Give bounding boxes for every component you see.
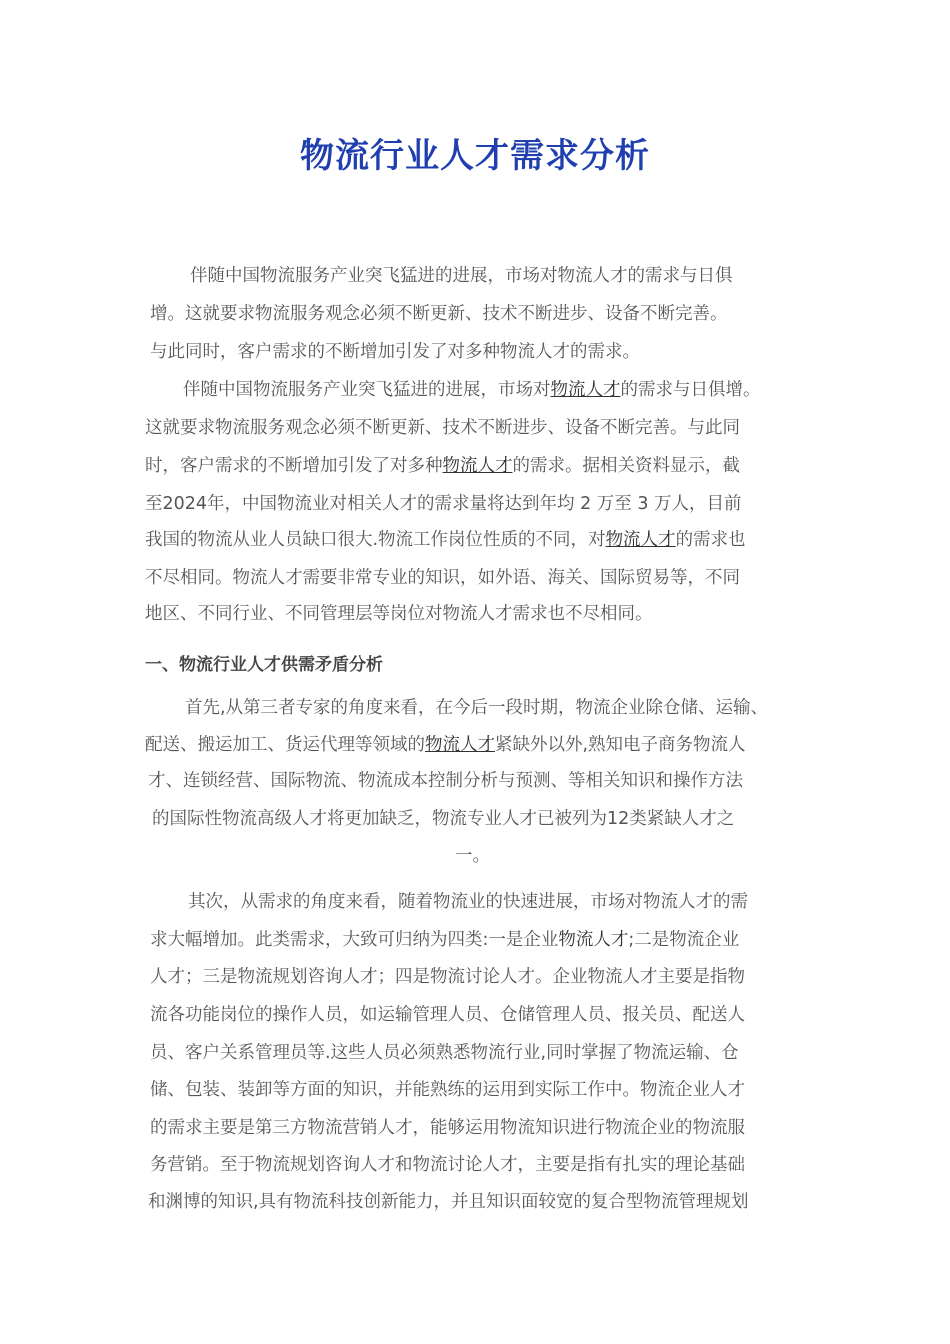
intro-line-1: 伴随中国物流服务产业突飞猛进的进展，市场对物流人才的需求与日俱 <box>190 266 733 286</box>
talent-link[interactable]: 物流人才 <box>442 456 513 476</box>
para1-line-3 <box>145 454 740 478</box>
para1-text: 的需求与日俱增。 <box>620 380 761 400</box>
para2-text: 配送、搬运加工、货运代理等领域的 <box>145 735 425 755</box>
para3-line-7: 的需求主要是第三方物流营销人才，能够运用物流知识进行物流企业的物流服 <box>150 1118 745 1138</box>
talent-link[interactable]: 物流人才 <box>605 530 676 550</box>
para2-line-5: 一。 <box>455 846 490 866</box>
para1-line-4: 至2024年，中国物流业对相关人才的需求量将达到年均 2 万至 3 万人，目前 <box>145 494 742 514</box>
para1-line-6: 不尽相同。物流人才需要非常专业的知识，如外语、海关、国际贸易等，不同 <box>145 568 740 588</box>
intro-line-3: 与此同时，客户需求的不断增加引发了对多种物流人才的需求。 <box>150 342 640 362</box>
para1-text: 伴随中国物流服务产业突飞猛进的进展，市场对 <box>183 380 551 400</box>
para3-line-1: 其次，从需求的角度来看，随着物流业的快速进展，市场对物流人才的需 <box>188 892 748 912</box>
para3-text: ;二是物流企业 <box>628 930 740 950</box>
section-heading: 一、物流行业人才供需矛盾分析 <box>145 655 383 675</box>
para2-line-4: 的国际性物流高级人才将更加缺乏，物流专业人才已被列为12类紧缺人才之 <box>152 809 735 829</box>
para1-line-7: 地区、不同行业、不同管理层等岗位对物流人才需求也不尽相同。 <box>145 604 653 624</box>
para3-line-6: 储、包装、装卸等方面的知识，并能熟练的运用到实际工作中。物流企业人才 <box>150 1080 745 1100</box>
intro-line-2: 增。这就要求物流服务观念必须不断更新、技术不断进步、设备不断完善。 <box>150 304 728 324</box>
para2-line-3: 才、连锁经营、国际物流、物流成本控制分析与预测、等相关知识和操作方法 <box>148 771 743 791</box>
talent-link[interactable]: 物流人才 <box>425 735 495 755</box>
para1-text: 时，客户需求的不断增加引发了对多种 <box>145 456 443 476</box>
para3-line-8: 务营销。至于物流规划咨询人才和物流讨论人才，主要是指有扎实的理论基础 <box>150 1155 745 1175</box>
talent-term: 物流人才 <box>558 930 629 950</box>
para3-line-2 <box>150 928 739 952</box>
talent-link[interactable]: 物流人才 <box>550 380 621 400</box>
para1-text: 我国的物流从业人员缺口很大.物流工作岗位性质的不同，对 <box>145 530 606 550</box>
para3-line-9: 和渊博的知识,具有物流科技创新能力，并且知识面较宽的复合型物流管理规划 <box>148 1192 749 1212</box>
para3-line-3: 人才；三是物流规划咨询人才；四是物流讨论人才。企业物流人才主要是指物 <box>150 967 745 987</box>
para2-line-2 <box>145 733 746 757</box>
para1-line-1 <box>183 378 761 402</box>
para1-text: 的需求也 <box>675 530 746 550</box>
para1-line-5 <box>145 528 746 552</box>
para2-line-1: 首先,从第三者专家的角度来看，在今后一段时期，物流企业除仓储、运输、 <box>185 698 769 718</box>
para1-line-2: 这就要求物流服务观念必须不断更新、技术不断进步、设备不断完善。与此同 <box>145 418 740 438</box>
para3-line-4: 流各功能岗位的操作人员，如运输管理人员、仓储管理人员、报关员、配送人 <box>150 1005 745 1025</box>
para3-line-5: 员、客户关系管理员等.这些人员必须熟悉物流行业,同时掌握了物流运输、仓 <box>150 1043 739 1063</box>
para3-text: 求大幅增加。此类需求，大致可归纳为四类:一是企业 <box>150 930 559 950</box>
para2-text: 紧缺外以外,熟知电子商务物流人 <box>495 735 746 755</box>
para1-text: 的需求。据相关资料显示，截 <box>512 456 740 476</box>
document-title: 物流行业人才需求分析 <box>300 136 650 176</box>
